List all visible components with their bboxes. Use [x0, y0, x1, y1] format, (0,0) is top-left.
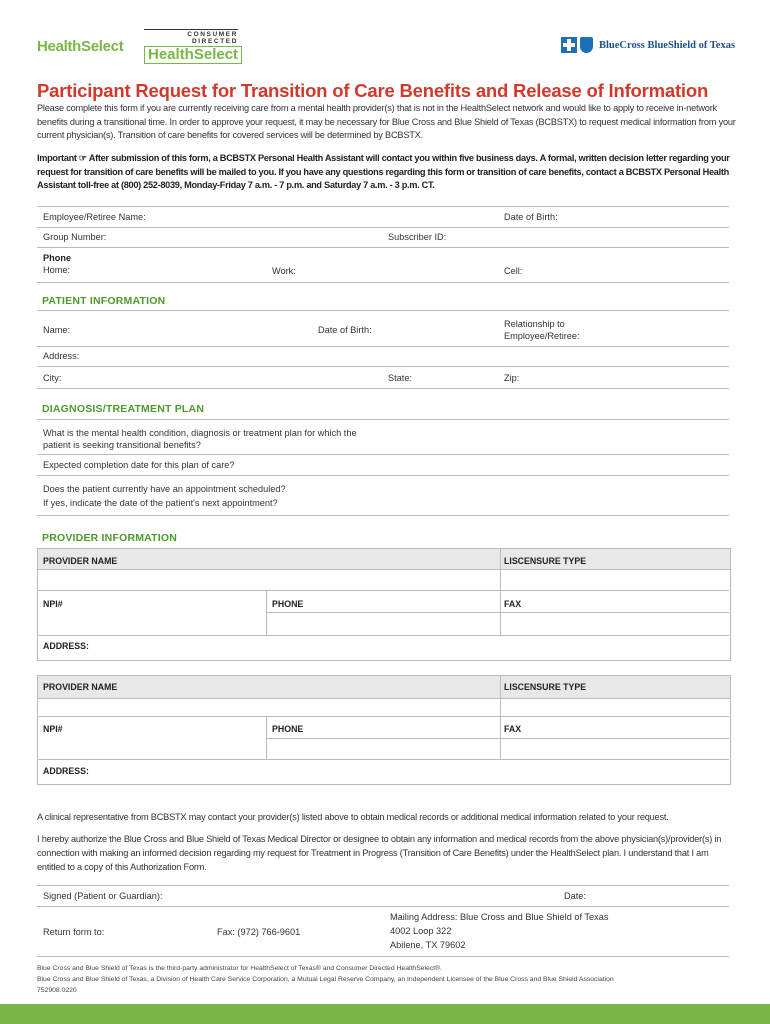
- condition-question[interactable]: What is the mental health condition, diagnosis or treatment plan for which the patient is seeking transitional benefits?: [43, 428, 357, 450]
- consumer-directed-logo: [144, 29, 238, 64]
- mailing-address-line2: 4002 Loop 322: [390, 926, 452, 936]
- page-title: Participant Request for Transition of Care Benefits and Release of Information: [37, 80, 709, 101]
- divider: [266, 738, 729, 739]
- footer-line-2: Blue Cross and Blue Shield of Texas, a Division of Health Care Service Corporation, a Mutual Legal Reserve Company, an Independent Licensee of the Blue Cross and Blue Shield Association: [37, 976, 614, 983]
- divider: [500, 716, 501, 759]
- subscriber-id-field[interactable]: Subscriber ID:: [388, 232, 447, 242]
- cd-healthselect-label: HealthSelect: [144, 46, 242, 64]
- divider: [37, 206, 729, 207]
- divider: [37, 388, 729, 389]
- intro-text: Please complete this form if you are currently receiving care from a mental health provider(s) that is not in the HealthSelect network and would like to apply to receive in-network benefits during a transitional time. In order to approve your request, it may be necessary for Blue Cross and Blue Shield of Texas (BCBSTX) to request medical information from your current physician(s). Transition of care benefits for covered services will be determined by BCBSTX.: [37, 103, 736, 140]
- group-number-field[interactable]: Group Number:: [43, 232, 107, 242]
- mailing-address-line1: Mailing Address: Blue Cross and Blue Shield of Texas: [390, 912, 609, 922]
- provider-1-fax-label[interactable]: FAX: [504, 599, 522, 609]
- divider: [37, 454, 729, 455]
- provider-2-license-label[interactable]: LISCENSURE TYPE: [504, 682, 587, 692]
- patient-information-heading: PATIENT INFORMATION: [42, 295, 166, 307]
- next-appointment-question[interactable]: If yes, indicate the date of the patient's next appointment?: [43, 498, 278, 508]
- footer-code: 752908.0220: [37, 987, 77, 994]
- divider: [37, 906, 729, 907]
- provider-information-heading: PROVIDER INFORMATION: [42, 532, 178, 544]
- footer-line-1: Blue Cross and Blue Shield of Texas is the third-party administrator for HealthSelect of Texas® and Consumer Directed HealthSelect®.: [37, 965, 442, 972]
- important-text: ☞ After submission of this form, a BCBSTX Personal Health Assistant will contact you within five business days. A formal, written decision letter regarding your request for transition of care benefits will be mailed to you. If you have any questions regarding this form or transition of care benefits, contact a BCBSTX Personal Health Assistant toll-free at (800) 252-8039, Monday-Friday 7 a.m. - 7 p.m. and Saturday 7 a.m. - 3 p.m. CT.: [37, 153, 730, 190]
- divider: [37, 885, 729, 886]
- signature-date-field[interactable]: Date:: [564, 891, 586, 901]
- blue-cross-icon: [561, 37, 577, 53]
- provider-2-address-label[interactable]: ADDRESS:: [43, 766, 89, 776]
- divider: [37, 247, 729, 248]
- blue-shield-icon: [580, 37, 593, 53]
- authorization-text: I hereby authorize the Blue Cross and Blue Shield of Texas Medical Director or designee to obtain any information and medical records from the above physician(s)/provider(s) in connection with making an informed decision regarding my request for Treatment in Progress (Transition of Care Benefits) under the HealthSelect plan. I understand that I am entitled to a copy of this Authorization Form.: [37, 834, 722, 872]
- phone-label: Phone: [43, 253, 72, 263]
- bcbs-name: BlueCross BlueShield of Texas: [599, 39, 736, 51]
- cell-phone-field[interactable]: Cell:: [504, 266, 523, 276]
- divider: [266, 716, 267, 759]
- return-fax: Fax: (972) 766-9601: [217, 927, 301, 937]
- provider-1-address-label[interactable]: ADDRESS:: [43, 641, 89, 651]
- provider-2-header-band: [38, 676, 730, 699]
- completion-date-question[interactable]: Expected completion date for this plan of care?: [43, 460, 235, 470]
- zip-field[interactable]: Zip:: [504, 373, 520, 383]
- divider: [37, 419, 729, 420]
- divider: [37, 310, 729, 311]
- return-form-label: Return form to:: [43, 927, 105, 937]
- patient-name-field[interactable]: Name:: [43, 325, 71, 335]
- signature-field[interactable]: Signed (Patient or Guardian):: [43, 891, 163, 901]
- divider: [37, 346, 729, 347]
- provider-1-table: [37, 548, 731, 661]
- relationship-field[interactable]: Relationship to Employee/Retiree:: [504, 319, 580, 341]
- divider: [37, 956, 729, 957]
- employee-name-field[interactable]: Employee/Retiree Name:: [43, 212, 146, 222]
- divider: [500, 590, 501, 635]
- provider-1-phone-label[interactable]: PHONE: [272, 599, 304, 609]
- clinical-contact-notice: A clinical representative from BCBSTX may contact your provider(s) listed above to obtain medical records or additional medical information related to your request.: [37, 812, 669, 822]
- divider: [37, 227, 729, 228]
- divider: [37, 716, 729, 717]
- patient-dob-field[interactable]: Date of Birth:: [318, 325, 372, 335]
- divider: [37, 759, 729, 760]
- provider-2-npi-label[interactable]: NPI#: [43, 724, 63, 734]
- mailing-address-line3: Abilene, TX 79602: [390, 940, 466, 950]
- appointment-question[interactable]: Does the patient currently have an appointment scheduled?: [43, 484, 286, 494]
- healthselect-logo: HealthSelect: [37, 38, 124, 55]
- diagnosis-heading: DIAGNOSIS/TREATMENT PLAN: [42, 403, 205, 415]
- home-phone-field[interactable]: Home:: [43, 265, 71, 275]
- divider: [37, 590, 729, 591]
- divider: [37, 515, 729, 516]
- divider: [37, 282, 729, 283]
- state-field[interactable]: State:: [388, 373, 413, 383]
- provider-1-header-band: [38, 549, 730, 570]
- work-phone-field[interactable]: Work:: [272, 266, 296, 276]
- provider-2-name-label[interactable]: PROVIDER NAME: [43, 682, 118, 692]
- bcbs-logo: [561, 36, 735, 54]
- important-label: Important: [37, 153, 77, 163]
- employee-dob-field[interactable]: Date of Birth:: [504, 212, 558, 222]
- consumer-directed-label: CONSUMER DIRECTED: [144, 29, 238, 45]
- divider: [37, 635, 729, 636]
- provider-2-fax-label[interactable]: FAX: [504, 724, 522, 734]
- provider-1-license-label[interactable]: LISCENSURE TYPE: [504, 556, 587, 566]
- provider-2-phone-label[interactable]: PHONE: [272, 724, 304, 734]
- footer-green-bar: [0, 1004, 770, 1024]
- address-field[interactable]: Address:: [43, 351, 80, 361]
- provider-2-table: [37, 675, 731, 785]
- divider: [266, 612, 729, 613]
- divider: [37, 475, 729, 476]
- provider-1-npi-label[interactable]: NPI#: [43, 599, 63, 609]
- provider-1-name-label[interactable]: PROVIDER NAME: [43, 556, 118, 566]
- divider: [266, 590, 267, 635]
- city-field[interactable]: City:: [43, 373, 62, 383]
- divider: [37, 366, 729, 367]
- important-notice: [37, 152, 737, 193]
